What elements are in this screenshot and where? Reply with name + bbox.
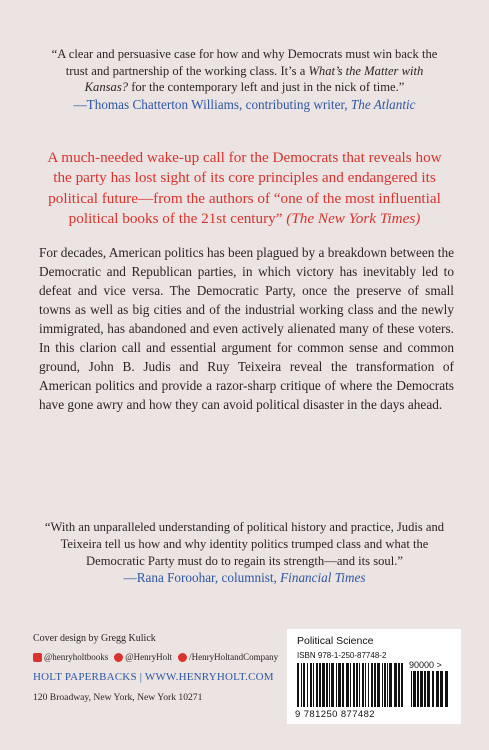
barcode-bar xyxy=(319,663,321,707)
barcode-bar xyxy=(368,663,369,707)
barcode-bar xyxy=(377,663,380,707)
cover-credit: Cover design by Gregg Kulick xyxy=(33,633,156,644)
barcode-bar xyxy=(432,671,434,707)
twitter-icon xyxy=(114,653,123,662)
quote1-italic: What’s the Matter with Kansas? xyxy=(84,63,424,95)
barcode-bar xyxy=(398,663,400,707)
barcode-bar xyxy=(382,663,383,707)
quote2-text: “With an unparalleled understanding of political history and practice, Judis and Teixeira tell us how and why identity politics trumped class and what the Democratic Party must do to regain its strength—and its soul.” xyxy=(44,520,445,568)
barcode-bar xyxy=(353,663,355,707)
quote1-text-end: for the contemporary left and just in the nick of time.” xyxy=(128,80,405,95)
barcode-bar xyxy=(342,663,344,707)
twitter-handle[interactable]: @HenryHolt xyxy=(114,652,172,662)
barcode-bar xyxy=(313,663,314,707)
barcode-number: 9 781250 877482 xyxy=(295,709,375,720)
facebook-handle[interactable]: /HenryHoltandCompany xyxy=(178,652,278,662)
publisher-address: 120 Broadway, New York, New York 10271 xyxy=(33,692,203,703)
barcode-bar xyxy=(427,671,430,707)
barcode-bar xyxy=(336,663,337,707)
barcode-bar xyxy=(440,671,443,707)
publisher-line[interactable]: HOLT PAPERBACKS | WWW.HENRYHOLT.COM xyxy=(33,671,274,683)
barcode-bar xyxy=(413,671,416,707)
barcode-bar xyxy=(301,663,302,707)
barcode-bar xyxy=(387,663,388,707)
barcode-bar xyxy=(322,663,325,707)
barcode-bar xyxy=(310,663,312,707)
barcode-bar xyxy=(424,671,426,707)
barcode-bar xyxy=(338,663,341,707)
quote1-attribution: —Thomas Chatterton Williams, contributing writer, The Atlantic xyxy=(73,96,416,112)
category-label: Political Science xyxy=(297,635,374,647)
barcode-bar xyxy=(297,663,299,707)
quote2-attribution: —Rana Foroohar, columnist, Financial Times xyxy=(123,570,366,586)
quote1-text: “A clear and persuasive case for how and why Democrats must win back the trust and partnership of the working class. It’s a xyxy=(51,47,438,78)
barcode-bar xyxy=(436,671,439,707)
barcode-bar xyxy=(326,663,328,707)
barcode-bar xyxy=(420,671,423,707)
social-handles xyxy=(33,652,278,662)
barcode-main xyxy=(297,663,407,707)
red-summary-blurb xyxy=(0,148,489,229)
barcode-bar xyxy=(401,663,403,707)
instagram-icon xyxy=(33,653,42,662)
blurb-quote-2 xyxy=(0,519,489,587)
barcode-bar xyxy=(411,671,412,707)
barcode-bar xyxy=(384,663,386,707)
barcode-bar xyxy=(346,663,349,707)
isbn-label: ISBN 978-1-250-87748-2 xyxy=(297,651,387,660)
book-description: For decades, American politics has been plagued by a breakdown between the Democratic and Republican parties, in which victory has inevitably led to defeat and vice versa. The Democratic Party, once the preserve of small towns as well as big cities and of the industrial working class and the newly immigrated, has abandoned and even actively alienated many of these voters. In this clarion call and essential argument for common sense and common ground, John B. Judis and Ruy Teixeira reveal the transformation of American politics and provide a razor-sharp critique of where the Democrats have gone awry and how they can avoid political disaster in the days ahead. xyxy=(39,245,455,413)
barcode-bar xyxy=(394,663,397,707)
barcode-bar xyxy=(371,663,373,707)
barcode-bar xyxy=(445,671,448,707)
instagram-handle[interactable]: @henryholtbooks xyxy=(33,652,108,662)
barcode-bar xyxy=(316,663,318,707)
red-blurb-source: (The New York Times) xyxy=(286,209,421,227)
facebook-icon xyxy=(178,653,187,662)
blurb-quote-1 xyxy=(0,46,489,114)
barcode-panel xyxy=(287,629,461,724)
barcode-bar xyxy=(359,663,360,707)
barcode-bar xyxy=(303,663,305,707)
barcode-bar xyxy=(329,663,330,707)
barcode-bar xyxy=(365,663,366,707)
price-code: 90000 > xyxy=(409,660,442,670)
barcode-addon xyxy=(411,671,451,707)
barcode-bar xyxy=(350,663,351,707)
red-blurb-text: A much-needed wake-up call for the Democrats that reveals how the party has lost sight of its core principles and endangered its political future—from the authors of “one of the most influential political books of the 21st century” xyxy=(47,149,442,227)
barcode-bar xyxy=(417,671,419,707)
barcode-bar xyxy=(356,663,358,707)
barcode-bar xyxy=(389,663,392,707)
barcode-bar xyxy=(307,663,308,707)
barcode-bar xyxy=(374,663,376,707)
barcode-bar xyxy=(331,663,334,707)
barcode-bar xyxy=(362,663,364,707)
